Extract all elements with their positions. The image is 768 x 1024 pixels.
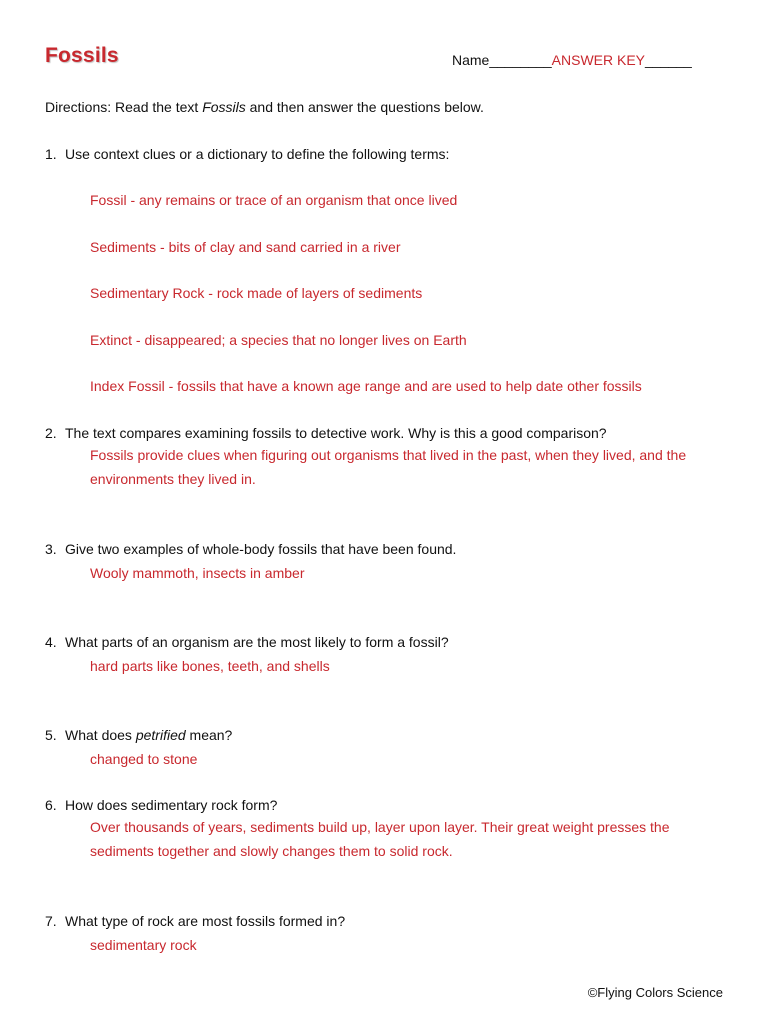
question-text: What type of rock are most fossils formed in?	[65, 913, 346, 929]
question-number: 7.	[45, 913, 57, 929]
question-1	[45, 145, 449, 163]
directions-italic: Fossils	[202, 99, 246, 115]
directions-suffix: and then answer the questions below.	[245, 99, 484, 115]
answer-5: changed to stone	[90, 751, 198, 767]
question-text: Give two examples of whole-body fossils that have been found.	[65, 541, 457, 557]
question-number: 3.	[45, 541, 57, 557]
term-extinct: Extinct - disappeared; a species that no longer lives on Earth	[90, 332, 467, 348]
question-3	[45, 540, 456, 558]
question-number: 2.	[45, 425, 57, 441]
question-text-suffix: mean?	[185, 727, 233, 743]
page-title: Fossils	[45, 44, 119, 67]
answer-key-label: ANSWER KEY	[551, 52, 646, 68]
term-sediments: Sediments - bits of clay and sand carried in a river	[90, 239, 401, 255]
term-index-fossil: Index Fossil - fossils that have a known age range and are used to help date other fossils	[90, 378, 642, 394]
name-blank-before: ________	[489, 52, 552, 68]
question-number: 5.	[45, 727, 57, 743]
answer-4: hard parts like bones, teeth, and shells	[90, 658, 330, 674]
question-text: Use context clues or a dictionary to define the following terms:	[65, 146, 450, 162]
question-text: How does sedimentary rock form?	[65, 797, 278, 813]
question-7	[45, 912, 345, 930]
copyright-footer: ©Flying Colors Science	[587, 985, 723, 1000]
question-number: 1.	[45, 146, 57, 162]
term-sedimentary-rock: Sedimentary Rock - rock made of layers of sediments	[90, 285, 423, 301]
question-number: 4.	[45, 634, 57, 650]
name-label: Name	[452, 52, 490, 68]
answer-7: sedimentary rock	[90, 937, 197, 953]
question-number: 6.	[45, 797, 57, 813]
question-2	[45, 424, 607, 442]
name-field	[452, 52, 692, 68]
question-5	[45, 726, 232, 744]
answer-2: Fossils provide clues when figuring out organisms that lived in the past, when they lived, and the environments they lived in.	[90, 447, 687, 487]
question-6	[45, 796, 277, 814]
question-text: What parts of an organism are the most likely to form a fossil?	[65, 634, 449, 650]
question-4	[45, 633, 449, 651]
answer-3: Wooly mammoth, insects in amber	[90, 565, 305, 581]
answer-6: Over thousands of years, sediments build up, layer upon layer. Their great weight presses the sediments together and slowly changes them to solid rock.	[90, 819, 670, 859]
term-fossil: Fossil - any remains or trace of an organism that once lived	[90, 192, 458, 208]
question-text-italic: petrified	[135, 727, 186, 743]
question-text: The text compares examining fossils to detective work. Why is this a good comparison?	[65, 425, 607, 441]
directions-prefix: Directions: Read the text	[45, 99, 203, 115]
name-blank-after: ______	[645, 52, 692, 68]
directions	[45, 98, 484, 116]
question-text-prefix: What does	[65, 727, 136, 743]
